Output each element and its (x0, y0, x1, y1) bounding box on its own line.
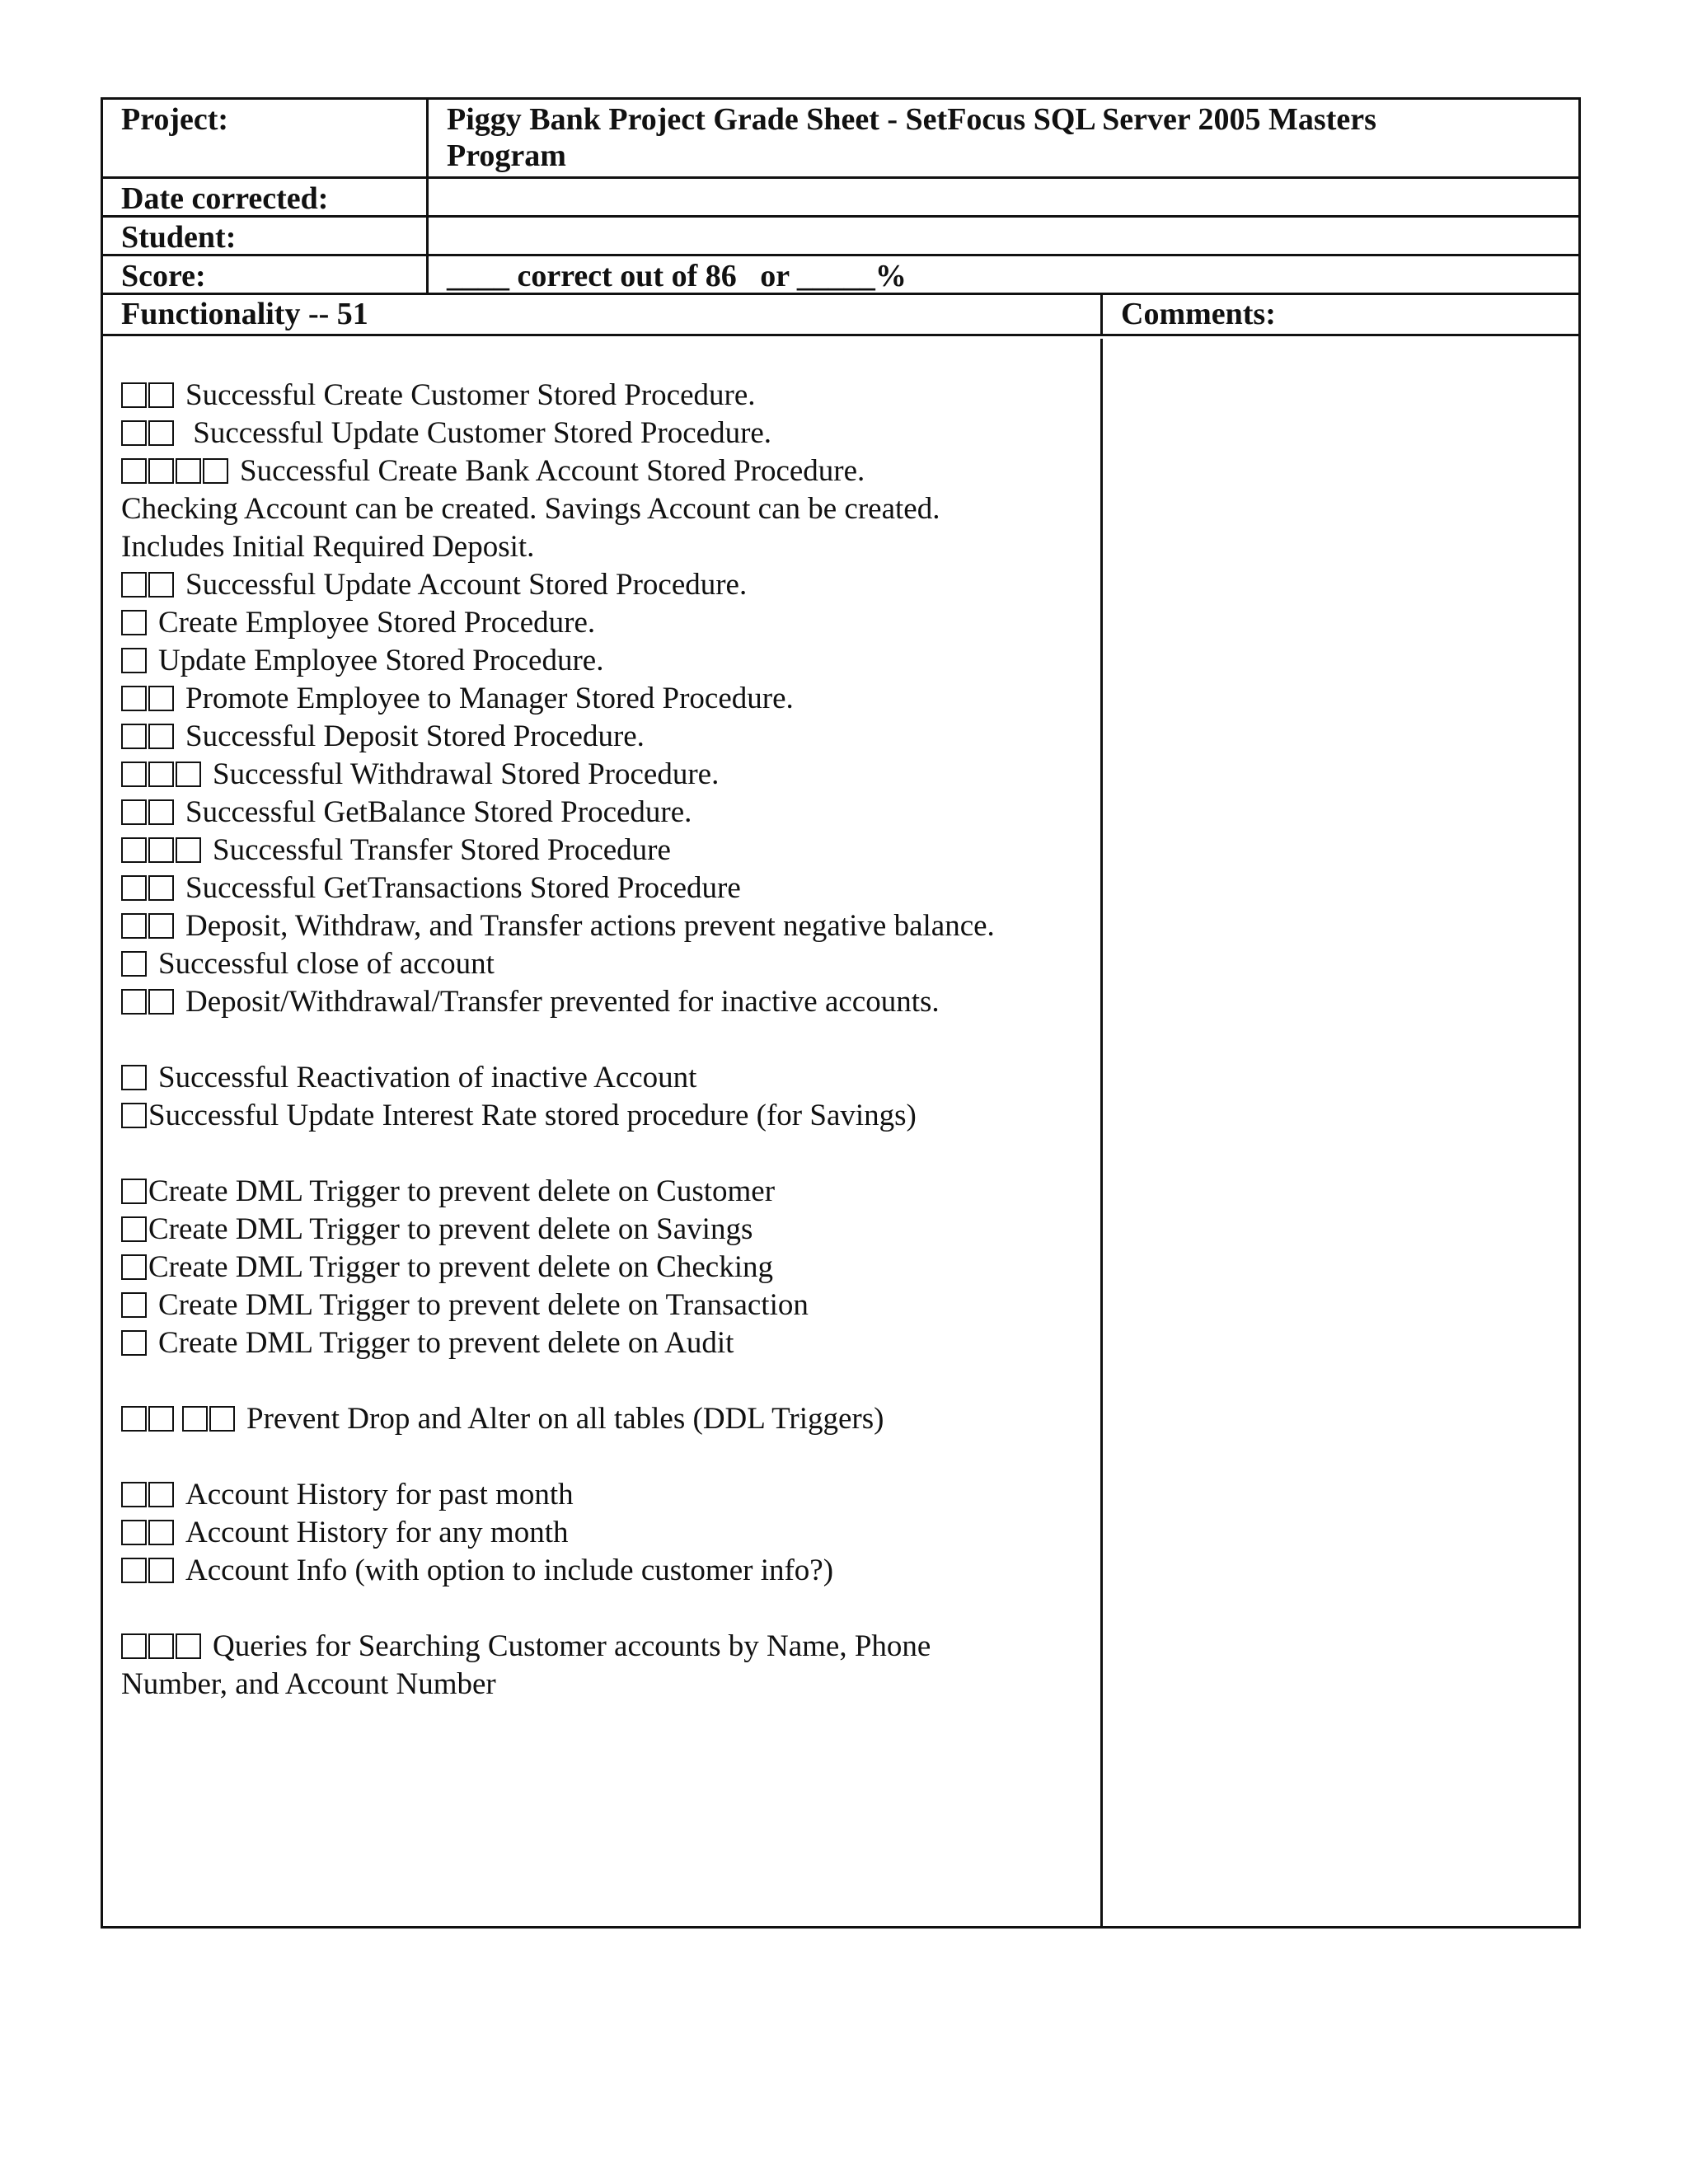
spacer (121, 1362, 1100, 1400)
checklist-item-text: Promote Employee to Manager Stored Procedure. (185, 682, 794, 715)
date-label: Date corrected: (103, 179, 429, 215)
checkbox[interactable] (148, 1520, 174, 1545)
checkbox[interactable] (121, 837, 147, 863)
checklist-item-text: Account Info (with option to include customer info?) (185, 1554, 834, 1587)
checkbox[interactable] (148, 382, 174, 408)
checkbox[interactable] (176, 762, 201, 787)
checklist-item (121, 1173, 1100, 1211)
checkbox[interactable] (121, 1292, 147, 1318)
checkbox[interactable] (121, 1520, 147, 1545)
project-label: Project: (103, 100, 429, 176)
checkbox[interactable] (121, 913, 147, 939)
checkbox[interactable] (121, 989, 147, 1015)
checklist-item (121, 1476, 1100, 1514)
project-title-line2: Program (447, 138, 566, 173)
checkbox[interactable] (121, 1065, 147, 1090)
checkbox[interactable] (148, 1482, 174, 1507)
checkbox[interactable] (209, 1406, 235, 1432)
checkbox[interactable] (121, 420, 147, 446)
checklist-item (121, 1249, 1100, 1286)
checklist-item (121, 832, 1100, 869)
checkbox[interactable] (121, 686, 147, 711)
checklist-item-text: Create DML Trigger to prevent delete on Audit (158, 1326, 734, 1360)
checklist-item-text: Create Employee Stored Procedure. (158, 606, 596, 640)
checklist-item (121, 756, 1100, 794)
student-row (103, 218, 1578, 256)
functionality-checklist (103, 339, 1103, 1926)
checklist-item-text: Successful Update Account Stored Procedure. (185, 568, 748, 602)
checklist-item (121, 566, 1100, 604)
student-label: Student: (103, 218, 429, 254)
checkbox[interactable] (121, 762, 147, 787)
checklist-item-text: Successful Withdrawal Stored Procedure. (213, 757, 720, 791)
checklist-item-text: Successful Update Customer Stored Procedure. (185, 416, 772, 450)
checkbox[interactable] (148, 572, 174, 598)
checkbox[interactable] (121, 1558, 147, 1583)
student-value (429, 218, 1578, 254)
checkbox[interactable] (148, 458, 174, 484)
checklist-item-text: Successful Create Customer Stored Procedure. (185, 378, 756, 412)
checklist-item-text: Deposit/Withdrawal/Transfer prevented for inactive accounts. (185, 985, 940, 1019)
checkbox[interactable] (121, 951, 147, 977)
checkbox[interactable] (148, 762, 174, 787)
score-value: ____ correct out of 86 or _____% (447, 259, 907, 293)
checklist-item (121, 794, 1100, 832)
checklist-item-text: Successful Reactivation of inactive Account (158, 1061, 697, 1094)
checklist-item (121, 680, 1100, 718)
project-row (103, 100, 1578, 179)
checklist-item-text: Account History for any month (185, 1516, 569, 1549)
checklist-item-text: Successful Transfer Stored Procedure (213, 833, 671, 867)
checklist-item-text: Includes Initial Required Deposit. (121, 530, 535, 564)
checkbox[interactable] (121, 572, 147, 598)
checklist-item (121, 1286, 1100, 1324)
checkbox[interactable] (121, 458, 147, 484)
score-label: Score: (103, 256, 429, 293)
checklist-item-continuation (121, 1666, 1100, 1704)
checkbox[interactable] (121, 610, 147, 635)
checkbox[interactable] (148, 1633, 174, 1659)
checklist-item-text: Successful GetTransactions Stored Procedure (185, 871, 741, 905)
checklist-item (121, 983, 1100, 1021)
checkbox[interactable] (148, 875, 174, 901)
checkbox[interactable] (182, 1406, 208, 1432)
checklist-item (121, 869, 1100, 907)
checklist-item-text: Successful GetBalance Stored Procedure. (185, 795, 692, 829)
comments-area (1103, 339, 1578, 1926)
checkbox[interactable] (148, 799, 174, 825)
checklist-item (121, 1400, 1100, 1438)
checklist-item (121, 452, 1100, 490)
checkbox[interactable] (203, 458, 228, 484)
checkbox[interactable] (176, 1633, 201, 1659)
checkbox[interactable] (121, 1254, 147, 1280)
checklist-item (121, 1514, 1100, 1552)
checklist-item-text: Create DML Trigger to prevent delete on Savings (148, 1212, 753, 1246)
checklist-item-text: Create DML Trigger to prevent delete on Customer (148, 1174, 776, 1208)
section-header-row (103, 295, 1578, 334)
checklist-item-text: Successful close of account (158, 947, 495, 981)
checkbox[interactable] (121, 1179, 147, 1204)
checkbox[interactable] (176, 458, 201, 484)
checklist-item-text: Number, and Account Number (121, 1667, 496, 1701)
checkbox[interactable] (121, 1216, 147, 1242)
checklist-item-text: Deposit, Withdraw, and Transfer actions prevent negative balance. (185, 909, 995, 943)
spacer (121, 1021, 1100, 1059)
checklist-item-text: Successful Create Bank Account Stored Procedure. (240, 454, 865, 488)
checklist-item-continuation (121, 528, 1100, 566)
checklist-item (121, 604, 1100, 642)
checkbox[interactable] (148, 686, 174, 711)
checkbox[interactable] (148, 989, 174, 1015)
checklist-item (121, 415, 1100, 452)
score-row (103, 256, 1578, 295)
checklist-item (121, 377, 1100, 415)
checkbox[interactable] (148, 1558, 174, 1583)
checkbox[interactable] (148, 1406, 174, 1432)
checklist-item (121, 1211, 1100, 1249)
checklist-item (121, 1097, 1100, 1135)
checkbox[interactable] (121, 1406, 147, 1432)
checkbox[interactable] (148, 420, 174, 446)
spacer (121, 1438, 1100, 1476)
checkbox[interactable] (148, 837, 174, 863)
checklist-item (121, 1059, 1100, 1097)
project-title-line1: Piggy Bank Project Grade Sheet - SetFocus SQL Server 2005 Masters (447, 102, 1376, 137)
checklist-item (121, 907, 1100, 945)
checklist-item-text: Queries for Searching Customer accounts by Name, Phone (213, 1629, 931, 1663)
checklist-item-text: Create DML Trigger to prevent delete on Transaction (158, 1288, 809, 1322)
checkbox[interactable] (121, 1482, 147, 1507)
checkbox[interactable] (121, 724, 147, 749)
date-value (429, 179, 1578, 215)
checklist-item (121, 945, 1100, 983)
checklist-item-text: Checking Account can be created. Savings Account can be created. (121, 492, 940, 526)
double-rule-top (103, 334, 1578, 336)
project-title (429, 100, 1578, 176)
checklist-item-text: Prevent Drop and Alter on all tables (DDL Triggers) (246, 1402, 884, 1436)
checklist-item-text: Account History for past month (185, 1478, 574, 1511)
checklist-item-text: Update Employee Stored Procedure. (158, 644, 604, 677)
checklist-item (121, 1324, 1100, 1362)
comments-label: Comments: (1121, 297, 1276, 331)
checkbox[interactable] (148, 724, 174, 749)
checklist-item-text: Successful Deposit Stored Procedure. (185, 719, 645, 753)
checklist-item (121, 642, 1100, 680)
checklist-item-text: Create DML Trigger to prevent delete on Checking (148, 1250, 773, 1284)
checklist-item (121, 1552, 1100, 1590)
checkbox[interactable] (121, 382, 147, 408)
checkbox[interactable] (148, 913, 174, 939)
checkbox[interactable] (176, 837, 201, 863)
checkbox[interactable] (121, 648, 147, 673)
checklist-item (121, 718, 1100, 756)
spacer (121, 1135, 1100, 1173)
checklist-item-text: Successful Update Interest Rate stored procedure (for Savings) (148, 1099, 917, 1132)
checkbox[interactable] (121, 1103, 147, 1128)
checklist-item (121, 1628, 1100, 1666)
checkbox[interactable] (121, 1330, 147, 1356)
checkbox[interactable] (121, 1633, 147, 1659)
checklist-item-continuation (121, 490, 1100, 528)
spacer (121, 1590, 1100, 1628)
grade-sheet-table (101, 97, 1581, 1929)
functionality-label: Functionality -- 51 (103, 295, 1103, 334)
date-row (103, 179, 1578, 218)
checkbox[interactable] (121, 799, 147, 825)
checkbox[interactable] (121, 875, 147, 901)
